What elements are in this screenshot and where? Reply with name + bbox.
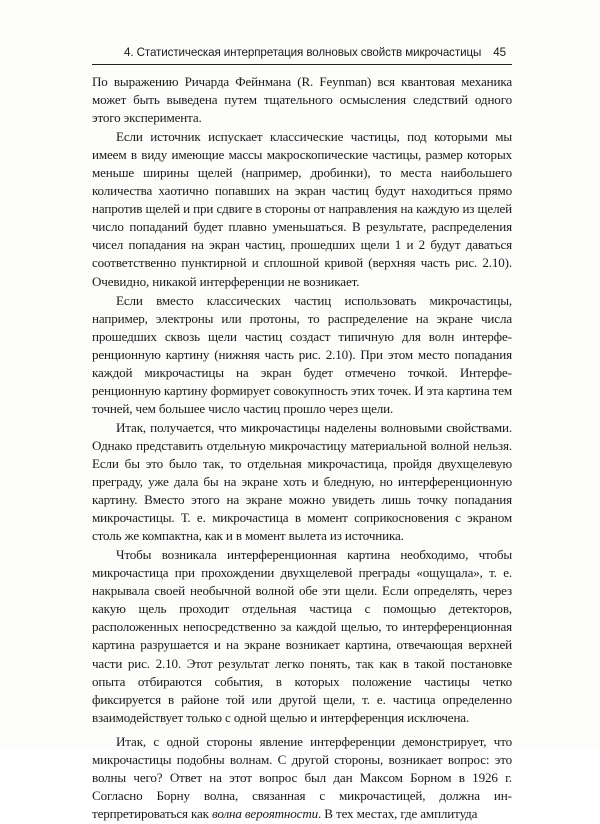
paragraph-6-text-before: Итак, с одной стороны явление интерференции демонстрирует, что микрочастицы подобны волнам. С другой стороны, возникает вопрос: это волны чего? Ответ на этот вопрос был дан Максом Борном в 1926 г. Согласно Борну волна, связанная с микрочастицей, должна интерпретироваться как bbox=[92, 733, 512, 821]
paragraph-1: По выражению Ричарда Фейнмана (R. Feynman) вся квантовая механика может быть выведена путем тщательного осмысления следствий одного этого эксперимента. bbox=[92, 74, 512, 126]
paragraph-2: Если источник испускает классические частицы, под которыми мы имеем в виду имеющие массы макроскопические частицы, размер которых меньше ширины щелей (например, дробинки), то места наибольшего количества хаотично попавших на экран частиц будут находиться прямо напротив щелей и при сдвиге в стороны от направления на каждую из щелей число попаданий будет плавно уменьшаться. В результате, распределения чисел попадания на экран частиц, прошедших щели 1 и 2 будут даваться соответственно пунктирной и сплошной кривой (верхняя часть рис. 2.10). Очевидно, никакой интерференции не возникает. bbox=[92, 129, 512, 289]
body-text bbox=[92, 73, 512, 824]
paragraph-3: Если вместо классических частиц использовать микрочастицы, например, электроны или протоны, то распределение на экране числа прошедших сквозь щели частиц создаст типичную для волн интерференционную картину (нижняя часть рис. 2.10). При этом место попадания каждой микрочастицы на экран будет отмечено точкой. Интерференционную картину формирует совокупность этих точек. И эта картина тем точней, чем большее число частиц прошло через щели. bbox=[92, 292, 512, 416]
paragraph-5: Чтобы возникала интерференционная картина необходимо, чтобы микрочастица при прохождении двухщелевой преграды «ощущала», т. е. накрывала своей необычной волной обе эти щели. Если определять, через какую щель проходит отдельная частица с помощью детекторов, расположенных непосредственно за каждой щелью, то интерференционная картина разрушается и на экране возникает картина, отвечающая верхней части рис. 2.10. Этот результат легко понять, так как в такой постановке опыта отбираются события, в которых положение частицы четко фиксируется в районе той или другой щели, т. е. частица определенно взаимодействует только с одной щелью и интерференция исключена. bbox=[92, 547, 512, 725]
paragraph-4: Итак, получается, что микрочастицы наделены волновыми свойствами. Однако представить отдельную микрочастицу материальной волной нельзя. Если бы это было так, то отдельная микрочастица, пройдя двухщелевую преграду, уже дала бы на экране хоть и бледную, но интерференционную картину. Вместо этого на экране можно увидеть лишь точку попадания микрочастицы. Т. е. микрочастица в момент соприкосновения с экраном столь же компактна, как и в момент вылета из источника. bbox=[92, 419, 512, 544]
page-number: 45 bbox=[493, 46, 506, 59]
section-title: 4. Статистическая интерпретация волновых свойств микрочастицы bbox=[124, 46, 482, 59]
paragraph-6 bbox=[92, 733, 512, 823]
emphasis-probability-wave: волна вероятности bbox=[212, 805, 319, 821]
running-header bbox=[92, 44, 512, 65]
paragraph-6-text-after: . В тех местах, где амплитуда bbox=[318, 805, 478, 821]
